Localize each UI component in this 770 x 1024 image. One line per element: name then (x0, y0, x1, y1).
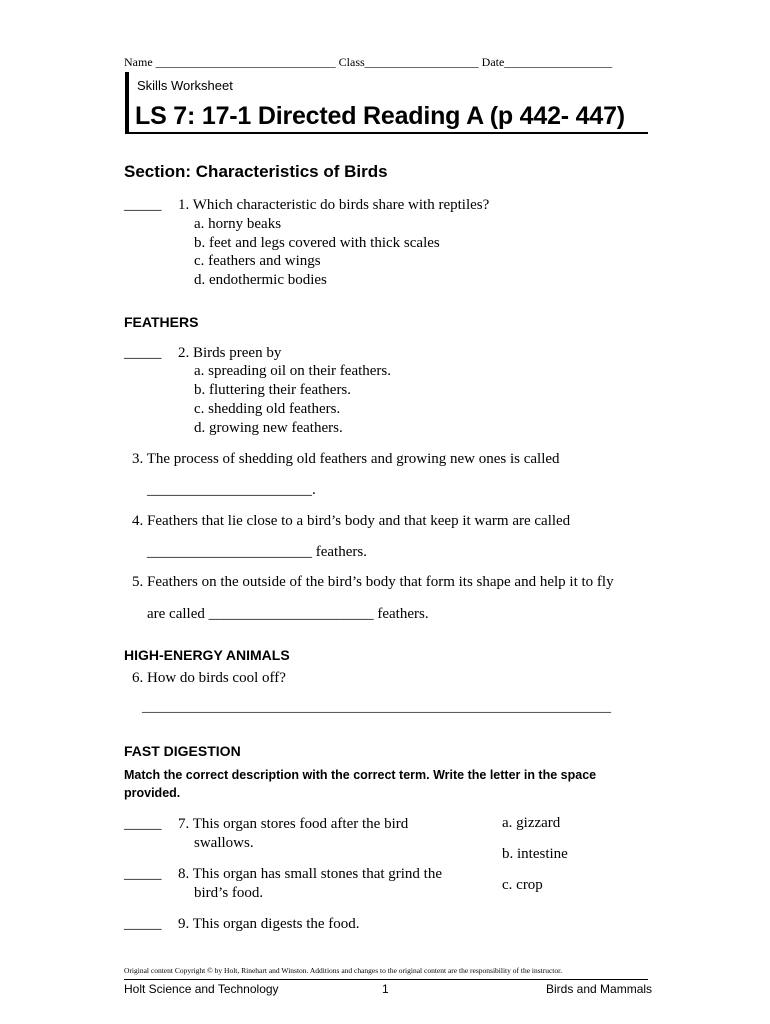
q2-choice-d: d. growing new feathers. (194, 420, 343, 436)
instructions-line-2: provided. (124, 786, 181, 800)
answer-blank-q2[interactable]: _____ (124, 345, 162, 361)
answer-line-q3[interactable]: ______________________. (147, 482, 316, 498)
section-title: Section: Characteristics of Birds (124, 162, 388, 181)
fast-digestion-heading: FAST DIGESTION (124, 743, 241, 759)
q1-choice-d: d. endothermic bodies (194, 272, 327, 288)
footer-chapter-title: Birds and Mammals (546, 982, 653, 996)
answer-blank-q1[interactable]: _____ (124, 197, 162, 213)
question-3: 3. The process of shedding old feathers and growing new ones is called (132, 451, 560, 467)
footer-book-title: Holt Science and Technology (124, 982, 279, 996)
q1-choice-a: a. horny beaks (194, 216, 282, 232)
question-5: 5. Feathers on the outside of the bird’s body that form its shape and help it to fly (132, 574, 614, 590)
term-c: c. crop (502, 877, 543, 893)
question-7: 7. This organ stores food after the bird (178, 816, 409, 832)
instructions-line-1: Match the correct description with the correct term. Write the letter in the space (124, 768, 597, 782)
question-9: 9. This organ digests the food. (178, 916, 360, 932)
answer-blank-q7[interactable]: _____ (124, 816, 162, 832)
footer-rule (124, 979, 648, 980)
feathers-heading: FEATHERS (124, 314, 199, 330)
question-8-cont: bird’s food. (194, 885, 264, 901)
answer-line-q4[interactable]: ______________________ feathers. (147, 544, 367, 560)
copyright-notice: Original content Copyright © by Holt, Rinehart and Winston. Additions and changes to the original content are the responsibility of the instructor. (124, 966, 563, 975)
high-energy-heading: HIGH-ENERGY ANIMALS (124, 647, 290, 663)
answer-blank-q8[interactable]: _____ (124, 866, 162, 882)
worksheet-label: Skills Worksheet (137, 78, 233, 93)
term-b: b. intestine (502, 846, 568, 862)
answer-blank-q9[interactable]: _____ (124, 916, 162, 932)
question-8: 8. This organ has small stones that grind the (178, 866, 443, 882)
name-class-date-line: Name ______________________________ Class___________________ Date__________________ (124, 55, 613, 69)
question-2: 2. Birds preen by (178, 345, 282, 361)
q2-choice-b: b. fluttering their feathers. (194, 382, 352, 398)
question-6: 6. How do birds cool off? (132, 670, 286, 686)
q2-choice-c: c. shedding old feathers. (194, 401, 341, 417)
page-title: LS 7: 17-1 Directed Reading A (p 442- 447) (135, 102, 625, 130)
term-a: a. gizzard (502, 815, 561, 831)
page-number: 1 (382, 982, 389, 996)
header-rule (125, 132, 648, 134)
q1-choice-c: c. feathers and wings (194, 253, 321, 269)
answer-line-q5[interactable]: are called ______________________ feathers. (147, 606, 429, 622)
header-vertical-bar (125, 72, 129, 134)
question-1: 1. Which characteristic do birds share with reptiles? (178, 197, 490, 213)
q1-choice-b: b. feet and legs covered with thick scales (194, 235, 440, 251)
q2-choice-a: a. spreading oil on their feathers. (194, 363, 392, 379)
answer-line-q6[interactable]: ___________________________________________________________________ (142, 700, 611, 715)
question-7-cont: swallows. (194, 835, 254, 851)
question-4: 4. Feathers that lie close to a bird’s body and that keep it warm are called (132, 513, 571, 529)
